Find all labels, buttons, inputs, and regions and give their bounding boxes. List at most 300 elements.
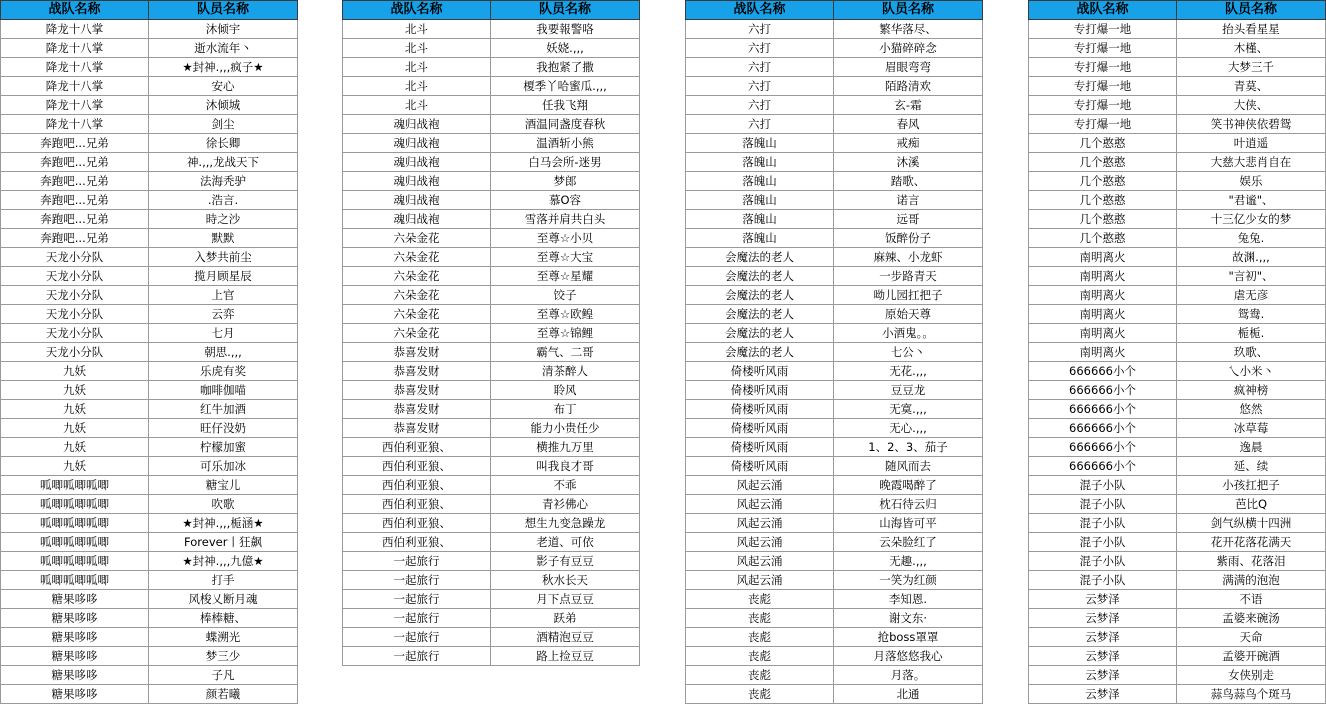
table-row [1029,210,1326,229]
team-name-cell: 西伯利亚狼、 [343,476,491,495]
team-name-cell: 专打爆一地 [1029,58,1177,77]
team-name-cell: 天龙小分队 [1,286,149,305]
team-name-cell: 糖果哆哆 [1,628,149,647]
table-row [1,476,298,495]
table-row [1029,609,1326,628]
member-name-cell: 梦郎 [491,172,640,191]
member-name-cell: 李知恩. [834,590,983,609]
member-name-cell: .浩言. [149,191,298,210]
table-row [1,343,298,362]
team-name-cell: 倚楼听风雨 [686,419,834,438]
member-name-cell: 无趣.,,, [834,552,983,571]
member-name-cell: 云朵脸红了 [834,533,983,552]
table-row [343,191,640,210]
team-name-cell: 北斗 [343,58,491,77]
table-row [343,286,640,305]
member-name-cell: 红牛加酒 [149,400,298,419]
member-name-cell: 乀小米丶 [1177,362,1326,381]
member-name-cell: 沐倾城 [149,96,298,115]
team-name-cell: 六打 [686,58,834,77]
table-row [343,153,640,172]
member-name-cell: 我抱紧了撒 [491,58,640,77]
member-name-cell: 蝶溯光 [149,628,298,647]
team-name-cell: 落魄山 [686,210,834,229]
team-name-cell: 一起旅行 [343,552,491,571]
table-row [343,362,640,381]
team-name-cell: 九妖 [1,438,149,457]
table-row [343,58,640,77]
member-name-cell: 一笑为红颜 [834,571,983,590]
team-name-cell: 专打爆一地 [1029,77,1177,96]
team-name-cell: 魂归战袍 [343,172,491,191]
team-name-cell: 六朵金花 [343,286,491,305]
team-name-cell: 专打爆一地 [1029,20,1177,39]
member-name-cell: 饺子 [491,286,640,305]
table-row [686,457,983,476]
team-name-cell: 风起云涌 [686,495,834,514]
member-name-cell: 雪落并肩共白头 [491,210,640,229]
member-name-cell: 妖娆.,,, [491,39,640,58]
team-name-cell: 六朵金花 [343,229,491,248]
table-row [1,457,298,476]
table-row [1,571,298,590]
team-name-cell: 混子小队 [1029,495,1177,514]
member-name-header: 队员名称 [491,1,640,20]
table-row [1029,134,1326,153]
member-name-cell: 随风而去 [834,457,983,476]
team-name-cell: 奔跑吧...兄弟 [1,210,149,229]
member-name-cell: 法海秃驴 [149,172,298,191]
member-name-cell: 上官 [149,286,298,305]
member-name-cell: 至尊☆大宝 [491,248,640,267]
table-row [1029,438,1326,457]
table-row [343,96,640,115]
table-row [1029,267,1326,286]
table-row [686,362,983,381]
table-row [343,647,640,666]
table-row [1,552,298,571]
table-row [1029,533,1326,552]
table-row [1,685,298,704]
team-name-cell: 倚楼听风雨 [686,400,834,419]
team-name-cell: 一起旅行 [343,590,491,609]
member-name-cell: 青莫、 [1177,77,1326,96]
member-name-cell: 陌路清欢 [834,77,983,96]
member-name-cell: 酒精泡豆豆 [491,628,640,647]
member-name-cell: 悠然 [1177,400,1326,419]
team-name-cell: 666666小个 [1029,362,1177,381]
team-name-cell: 六朵金花 [343,248,491,267]
table-row [1,267,298,286]
table-row [1,438,298,457]
table-row [343,343,640,362]
table-row [1029,514,1326,533]
table-row [1,96,298,115]
table-row [343,39,640,58]
member-name-cell: 风梭乂断月魂 [149,590,298,609]
table-row [343,77,640,96]
member-name-header: 队员名称 [149,1,298,20]
table-row [1029,58,1326,77]
table-row [1,400,298,419]
table-row [1029,324,1326,343]
table-row [1029,628,1326,647]
table-row [686,400,983,419]
team-name-cell: 会魔法的老人 [686,305,834,324]
team-name-cell: 恭喜发财 [343,400,491,419]
table-row [1029,77,1326,96]
table-row [1029,476,1326,495]
team-name-cell: 天龙小分队 [1,248,149,267]
team-name-cell: 几个憨憨 [1029,229,1177,248]
team-name-cell: 丧彪 [686,628,834,647]
member-name-cell: 徐长卿 [149,134,298,153]
roster-table-3 [685,0,983,704]
table-row [343,115,640,134]
member-name-cell: 不乖 [491,476,640,495]
team-name-cell: 丧彪 [686,685,834,704]
member-name-cell: 兔兔. [1177,229,1326,248]
table-row [686,666,983,685]
member-name-cell: 紫雨、花落泪 [1177,552,1326,571]
table-row [343,210,640,229]
team-name-cell: 混子小队 [1029,571,1177,590]
member-name-cell: 沐溪 [834,153,983,172]
team-name-cell: 落魄山 [686,191,834,210]
member-name-cell: 疯神榜 [1177,381,1326,400]
member-name-cell: 大梦三千 [1177,58,1326,77]
team-name-cell: 九妖 [1,457,149,476]
member-name-cell: 北通 [834,685,983,704]
member-name-cell: 虐无彦 [1177,286,1326,305]
table-body [686,20,983,704]
member-name-cell: 繁华落尽、 [834,20,983,39]
table-row [686,343,983,362]
table-row [1029,400,1326,419]
member-name-cell: 云弈 [149,305,298,324]
team-name-cell: 一起旅行 [343,571,491,590]
table-row [1029,172,1326,191]
member-name-cell: 诺言 [834,191,983,210]
member-name-cell: Forever丨狂飙 [149,533,298,552]
team-name-cell: 混子小队 [1029,533,1177,552]
team-name-cell: 糖果哆哆 [1,590,149,609]
member-name-cell: 清茶醉人 [491,362,640,381]
member-name-cell: 无心.,,, [834,419,983,438]
table-row [1,533,298,552]
team-name-cell: 魂归战袍 [343,134,491,153]
team-name-cell: 风起云涌 [686,514,834,533]
member-name-cell: 孟婆来碗汤 [1177,609,1326,628]
member-name-cell: 横推九万里 [491,438,640,457]
member-name-cell: 乐虎有奖 [149,362,298,381]
member-name-cell: 娱乐 [1177,172,1326,191]
team-name-cell: 南明离火 [1029,343,1177,362]
member-name-cell: 逝水流年丶 [149,39,298,58]
team-name-cell: 呱唧呱唧呱唧 [1,495,149,514]
team-name-cell: 恭喜发财 [343,362,491,381]
member-name-cell: 叫我良才哥 [491,457,640,476]
team-name-cell: 天龙小分队 [1,305,149,324]
team-name-cell: 南明离火 [1029,267,1177,286]
team-name-cell: 几个憨憨 [1029,172,1177,191]
team-name-cell: 降龙十八掌 [1,58,149,77]
table-row [343,533,640,552]
team-name-cell: 魂归战袍 [343,115,491,134]
team-name-cell: 一起旅行 [343,609,491,628]
table-row [686,495,983,514]
member-name-cell: 七公丶 [834,343,983,362]
team-name-cell: 倚楼听风雨 [686,438,834,457]
team-name-cell: 混子小队 [1029,552,1177,571]
table-row [686,514,983,533]
member-name-cell: 月下点豆豆 [491,590,640,609]
team-name-cell: 糖果哆哆 [1,666,149,685]
team-name-cell: 几个憨憨 [1029,134,1177,153]
team-name-cell: 九妖 [1,419,149,438]
table-row [1029,39,1326,58]
table-row [1,39,298,58]
member-name-cell: 踏歌、 [834,172,983,191]
table-row [1029,590,1326,609]
team-name-cell: 倚楼听风雨 [686,381,834,400]
roster-table-1 [0,0,298,704]
team-name-cell: 北斗 [343,39,491,58]
table-body [1029,20,1326,704]
team-name-cell: 666666小个 [1029,400,1177,419]
table-row [343,305,640,324]
table-row [1029,647,1326,666]
member-name-cell: 月落悠悠我心 [834,647,983,666]
team-name-cell: 魂归战袍 [343,153,491,172]
member-name-cell: 安心 [149,77,298,96]
member-name-cell: 至尊☆小贝 [491,229,640,248]
member-name-cell: 戒痴 [834,134,983,153]
team-name-cell: 南明离火 [1029,324,1177,343]
team-name-cell: 呱唧呱唧呱唧 [1,514,149,533]
member-name-cell: 原始天尊 [834,305,983,324]
member-name-cell: ★封神.,,,栀涵★ [149,514,298,533]
table-row [686,286,983,305]
team-name-cell: 云梦泽 [1029,685,1177,704]
team-name-cell: 丧彪 [686,666,834,685]
member-name-cell: 能力小贵任少 [491,419,640,438]
table-row [343,267,640,286]
member-name-cell: 玄-霜 [834,96,983,115]
table-row [686,438,983,457]
member-name-cell: 不语 [1177,590,1326,609]
member-name-header: 队员名称 [834,1,983,20]
member-name-cell: 麻辣、小龙虾 [834,248,983,267]
member-name-cell: 吹歌 [149,495,298,514]
team-name-cell: 西伯利亚狼、 [343,514,491,533]
table-row [1,609,298,628]
member-name-cell: 時之沙 [149,210,298,229]
team-name-cell: 专打爆一地 [1029,115,1177,134]
team-name-cell: 降龙十八掌 [1,115,149,134]
team-name-cell: 奔跑吧...兄弟 [1,153,149,172]
team-name-cell: 几个憨憨 [1029,153,1177,172]
member-name-cell: 呦儿园扛把子 [834,286,983,305]
team-name-cell: 666666小个 [1029,381,1177,400]
table-row [686,210,983,229]
team-name-cell: 降龙十八掌 [1,20,149,39]
member-name-cell: 任我飞翔 [491,96,640,115]
team-name-cell: 落魄山 [686,134,834,153]
team-name-cell: 云梦泽 [1029,666,1177,685]
team-name-cell: 落魄山 [686,172,834,191]
team-name-cell: 魂归战袍 [343,191,491,210]
member-name-cell: 路上捡豆豆 [491,647,640,666]
table-row [1029,96,1326,115]
table-row [686,609,983,628]
team-name-cell: 西伯利亚狼、 [343,495,491,514]
member-name-cell: 酒温同盏度春秋 [491,115,640,134]
table-row [686,58,983,77]
team-name-cell: 天龙小分队 [1,324,149,343]
team-name-cell: 奔跑吧...兄弟 [1,229,149,248]
member-name-cell: ★封神.,,,九億★ [149,552,298,571]
team-name-cell: 风起云涌 [686,533,834,552]
table-row [1029,419,1326,438]
team-name-cell: 云梦泽 [1029,590,1177,609]
table-row [1,134,298,153]
team-name-header: 战队名称 [1029,1,1177,20]
table-row [343,514,640,533]
member-name-cell: 满满的泡泡 [1177,571,1326,590]
team-name-cell: 九妖 [1,400,149,419]
member-name-cell: 七月 [149,324,298,343]
member-name-cell: 叶逍遥 [1177,134,1326,153]
member-name-cell: 榎季丫哈蜜瓜.,,, [491,77,640,96]
team-name-cell: 专打爆一地 [1029,39,1177,58]
table-row [343,229,640,248]
table-row [343,609,640,628]
team-name-cell: 倚楼听风雨 [686,362,834,381]
team-name-cell: 降龙十八掌 [1,96,149,115]
team-name-cell: 666666小个 [1029,457,1177,476]
team-name-header: 战队名称 [686,1,834,20]
member-name-cell: 打手 [149,571,298,590]
table-row [343,495,640,514]
member-name-cell: 剑尘 [149,115,298,134]
member-name-cell: 至尊☆欧鳇 [491,305,640,324]
table-row [686,552,983,571]
team-name-cell: 六打 [686,39,834,58]
member-name-cell: 子凡 [149,666,298,685]
table-row [686,96,983,115]
team-name-cell: 糖果哆哆 [1,685,149,704]
team-name-cell: 丧彪 [686,590,834,609]
team-name-cell: 云梦泽 [1029,628,1177,647]
member-name-cell: 远哥 [834,210,983,229]
member-name-cell: 山海皆可平 [834,514,983,533]
table-row [1029,229,1326,248]
member-name-cell: 晚霞喝醉了 [834,476,983,495]
table-row [343,571,640,590]
member-name-cell: 棒棒糖、 [149,609,298,628]
table-row [1,324,298,343]
table-row [1,58,298,77]
team-name-cell: 风起云涌 [686,552,834,571]
member-name-cell: 天命 [1177,628,1326,647]
member-name-cell: 想生九变急躁龙 [491,514,640,533]
table-row [686,153,983,172]
team-name-cell: 天龙小分队 [1,267,149,286]
team-name-cell: 降龙十八掌 [1,77,149,96]
member-name-cell: 枕石待云归 [834,495,983,514]
member-name-cell: 鸳鸯. [1177,305,1326,324]
member-name-cell: 抬头看星星 [1177,20,1326,39]
table-row [343,419,640,438]
table-row [1029,20,1326,39]
team-name-cell: 落魄山 [686,153,834,172]
team-name-cell: 风起云涌 [686,476,834,495]
member-name-cell: 糖宝儿 [149,476,298,495]
table-row [1,229,298,248]
member-name-cell: 逸晨 [1177,438,1326,457]
member-name-cell: 无寞.,,, [834,400,983,419]
team-name-cell: 奔跑吧...兄弟 [1,172,149,191]
member-name-cell: 霸气、二哥 [491,343,640,362]
table-row [1029,153,1326,172]
table-row [1,419,298,438]
member-name-cell: 聆风 [491,381,640,400]
member-name-cell: 故渊.,,, [1177,248,1326,267]
table-row [686,590,983,609]
team-name-cell: 南明离火 [1029,305,1177,324]
team-name-cell: 奔跑吧...兄弟 [1,191,149,210]
team-name-header: 战队名称 [1,1,149,20]
member-name-cell: 玖歌、 [1177,343,1326,362]
team-name-cell: 会魔法的老人 [686,248,834,267]
member-name-cell: 咖啡伽喵 [149,381,298,400]
member-name-cell: 春风 [834,115,983,134]
table-row [1029,552,1326,571]
team-name-cell: 降龙十八掌 [1,39,149,58]
member-name-cell: 跃弟 [491,609,640,628]
table-row [1029,343,1326,362]
table-row [686,476,983,495]
member-name-cell: 沐倾宇 [149,20,298,39]
table-row [1029,191,1326,210]
team-name-cell: 几个憨憨 [1029,210,1177,229]
team-name-cell: 北斗 [343,77,491,96]
member-name-cell: 青衫佛心 [491,495,640,514]
member-name-cell: 入梦共前尘 [149,248,298,267]
member-name-cell: 豆豆龙 [834,381,983,400]
table-row [1,590,298,609]
table-row [1,305,298,324]
table-row [1,628,298,647]
member-name-cell: 延、续 [1177,457,1326,476]
member-name-cell: 眉眼弯弯 [834,58,983,77]
table-row [686,533,983,552]
member-name-cell: 揽月顾星辰 [149,267,298,286]
member-name-cell: 笑书神侠依碧鸳 [1177,115,1326,134]
team-name-cell: 666666小个 [1029,419,1177,438]
team-name-cell: 专打爆一地 [1029,96,1177,115]
table-row [1029,571,1326,590]
table-row [343,172,640,191]
member-name-cell: 慕O容 [491,191,640,210]
table-row [686,685,983,704]
table-row [1,362,298,381]
team-name-cell: 六朵金花 [343,324,491,343]
member-name-cell: 影子有豆豆 [491,552,640,571]
team-name-cell: 云梦泽 [1029,647,1177,666]
table-row [686,134,983,153]
